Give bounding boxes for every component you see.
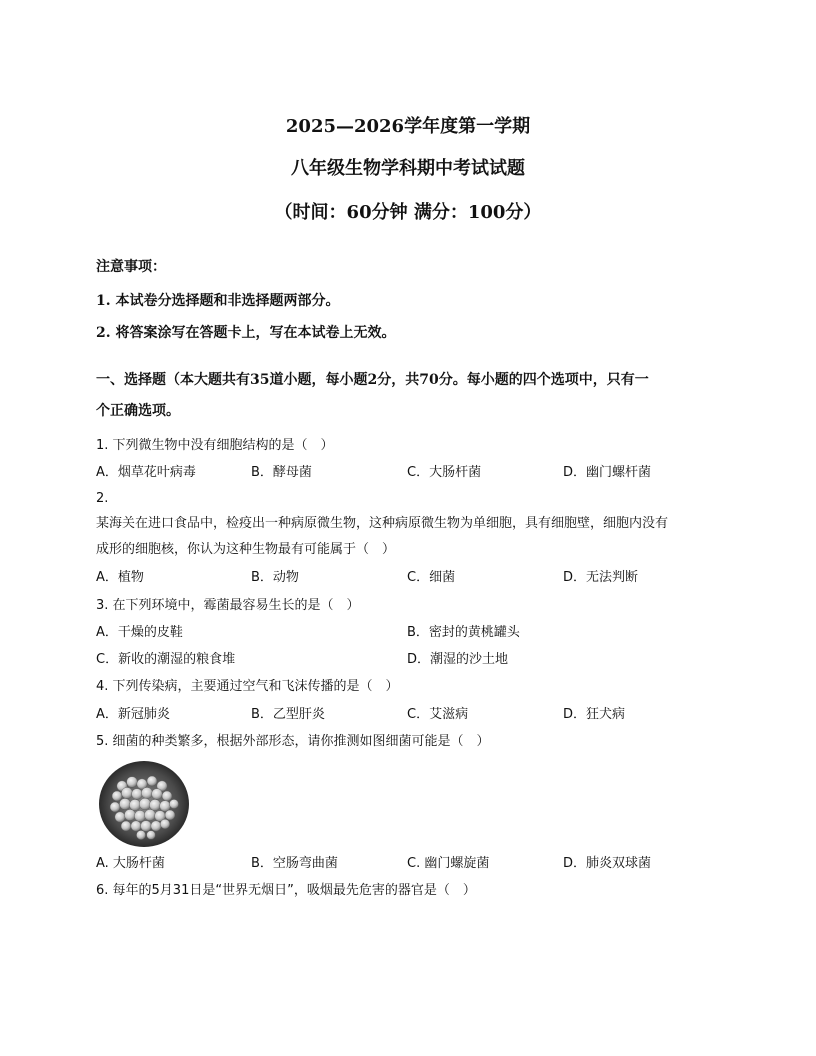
- question-5-option-d: D．肺炎双球菌: [563, 856, 652, 871]
- question-5-option-c: C. 幽门螺旋菌: [407, 856, 490, 871]
- question-3-option-a: A．干燥的皮鞋: [96, 625, 183, 640]
- section-heading-line2: 个正确选项。: [96, 403, 180, 419]
- exam-term-title: 2025—2026学年度第一学期: [285, 116, 531, 137]
- question-3-option-c: C．新收的潮湿的粮食堆: [96, 652, 236, 667]
- question-1-stem: 1. 下列微生物中没有细胞结构的是（ ）: [96, 438, 334, 453]
- question-2-option-c: C．细菌: [407, 570, 456, 585]
- question-2-option-d: D．无法判断: [563, 570, 639, 585]
- bacteria-micrograph-image: [98, 760, 190, 848]
- question-5-option-b: B．空肠弯曲菌: [251, 856, 338, 871]
- question-4-stem: 4. 下列传染病，主要通过空气和飞沫传播的是（ ）: [96, 679, 399, 694]
- question-5-option-a: A. 大肠杆菌: [96, 856, 165, 871]
- notes-title: 注意事项：: [96, 259, 166, 275]
- question-3-stem: 3. 在下列环境中，霉菌最容易生长的是（ ）: [96, 598, 360, 613]
- question-2-stem-line1: 某海关在进口食品中，检疫出一种病原微生物，这种病原微生物为单细胞，具有细胞壁，细胞内没有: [96, 516, 669, 531]
- section-heading-line1: 一、选择题（本大题共有35道小题，每小题2分，共70分。每小题的四个选项中，只有一: [96, 372, 649, 388]
- question-5-stem: 5. 细菌的种类繁多，根据外部形态，请你推测如图细菌可能是（ ）: [96, 734, 490, 749]
- question-1-option-c: C．大肠杆菌: [407, 465, 482, 480]
- notes-item-1: 1. 本试卷分选择题和非选择题两部分。: [96, 293, 340, 309]
- question-2-option-a: A．植物: [96, 570, 144, 585]
- question-4-option-b: B．乙型肝炎: [251, 707, 325, 722]
- question-1-option-d: D．幽门螺杆菌: [563, 465, 652, 480]
- question-1-option-b: B．酵母菌: [251, 465, 312, 480]
- question-3-option-b: B．密封的黄桃罐头: [407, 625, 520, 640]
- question-4-option-a: A．新冠肺炎: [96, 707, 170, 722]
- exam-time-score: （时间：60分钟 满分：100分）: [274, 202, 542, 223]
- question-1-option-a: A．烟草花叶病毒: [96, 465, 196, 480]
- question-6-stem: 6. 每年的5月31日是“世界无烟日”，吸烟最先危害的器官是（ ）: [96, 883, 476, 898]
- question-4-option-c: C．艾滋病: [407, 707, 469, 722]
- question-4-option-d: D．狂犬病: [563, 707, 626, 722]
- question-3-option-d: D．潮湿的沙土地: [407, 652, 509, 667]
- question-2-option-b: B．动物: [251, 570, 299, 585]
- question-2-stem-line2: 成形的细胞核，你认为这种生物最有可能属于（ ）: [96, 542, 396, 557]
- notes-item-2: 2. 将答案涂写在答题卡上，写在本试卷上无效。: [96, 325, 396, 341]
- exam-subject-title: 八年级生物学科期中考试试题: [291, 158, 525, 179]
- question-2-number: 2.: [96, 491, 109, 506]
